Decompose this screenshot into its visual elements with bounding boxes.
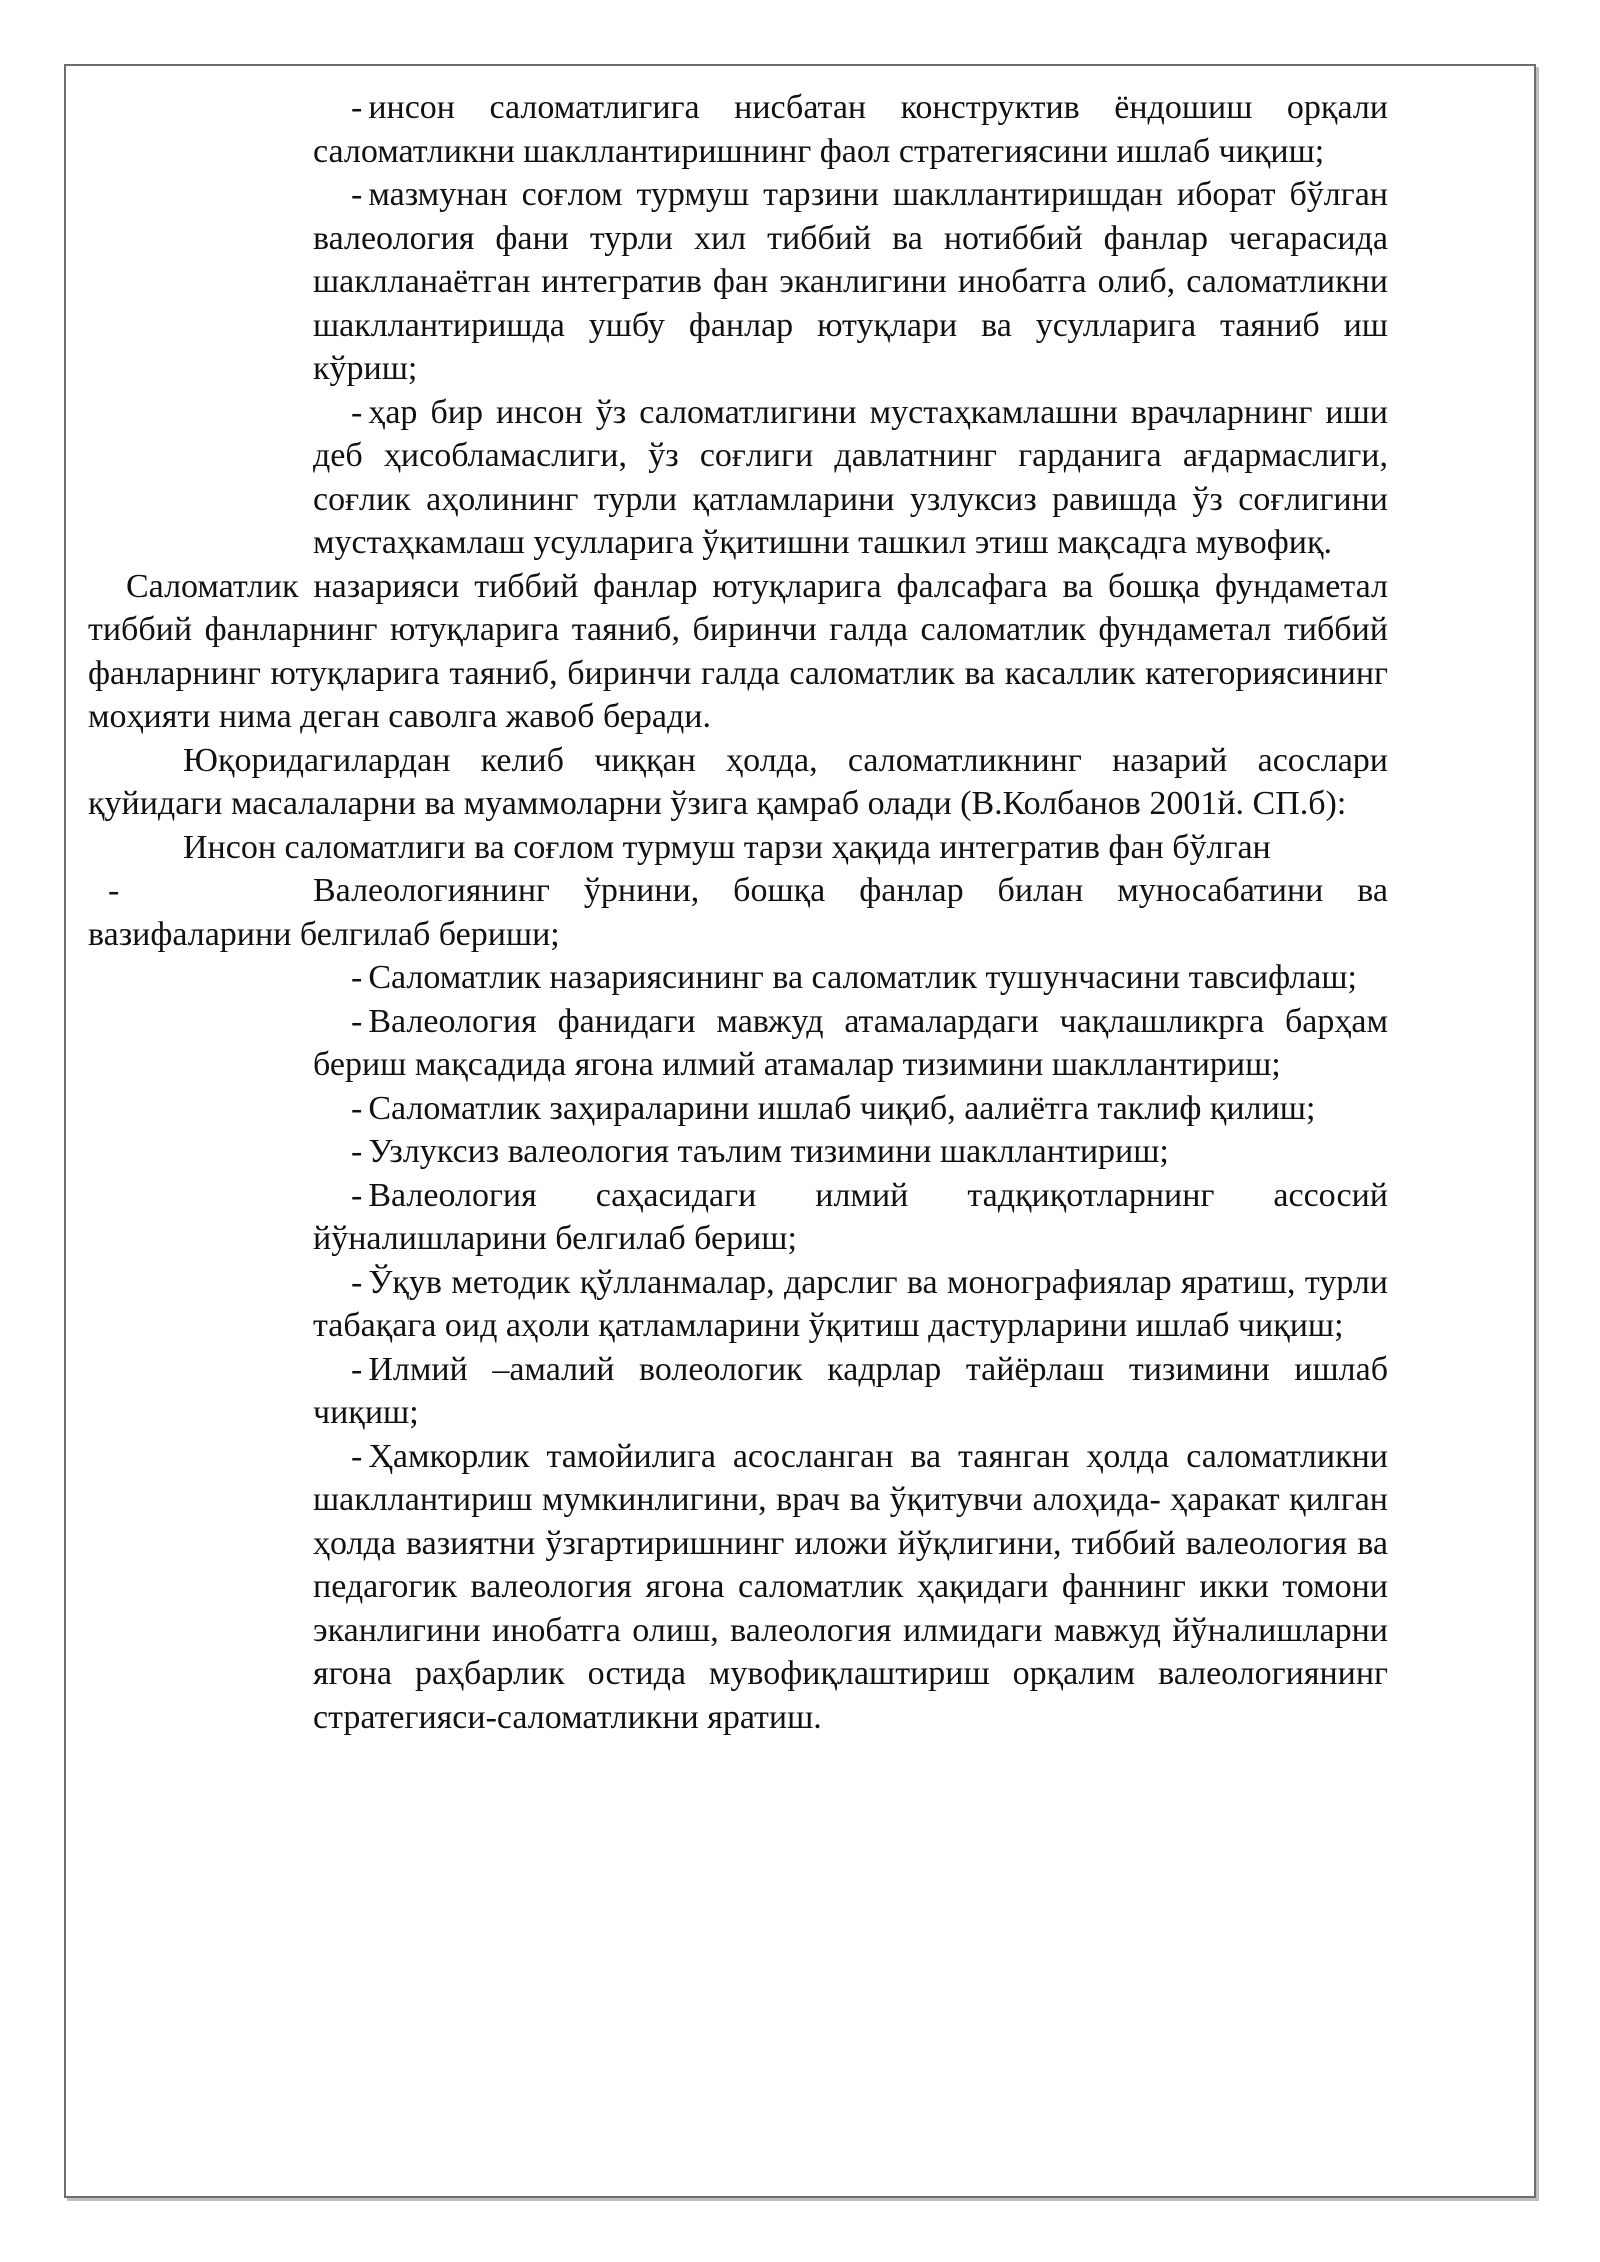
list-item-text: Валеология саҳасидаги илмий тадқиқотларнинг ассосий йўналишларини белгилаб бериш; [313, 1176, 1388, 1257]
list-item [313, 391, 1388, 565]
list-item [313, 1000, 1388, 1087]
list-item [313, 1174, 1388, 1261]
paragraph-dash: - [108, 872, 120, 909]
tasks-list [313, 956, 1388, 1739]
list-dash: - [351, 1437, 363, 1475]
list-dash: - [351, 393, 363, 431]
list-item [313, 1261, 1388, 1348]
list-item [313, 1130, 1388, 1174]
list-item-text: инсон саломатлигига нисбатан конструктив ёндошиш орқали саломатликни шакллантиришнинг фаол стратегиясини ишлаб чиқиш; [313, 89, 1388, 170]
list-item-text: ҳар бир инсон ўз саломатлигини мустаҳкамлашни врачларнинг иши деб ҳисобламаслиги, ўз соғлиги давлатнинг гарданига ағдармаслиги, соғлик аҳолининг турли қатламларини узлуксиз равишда ўз соғлигини мустаҳкамлаш усулларига ўқитишни ташкил этиш мақсадга мувофиқ. [313, 393, 1388, 561]
list-item-text: Ўқув методик қўлланмалар, дарслиг ва монографиялар яратиш, турли табақага оид аҳоли қатламларини ўқитиш дастурларини ишлаб чиқиш; [313, 1263, 1388, 1344]
list-item-text: Саломатлик заҳираларини ишлаб чиқиб, аалиётга таклиф қилиш; [368, 1089, 1316, 1127]
document-body [88, 86, 1388, 1739]
list-item [313, 1087, 1388, 1131]
list-item-text: Узлуксиз валеология таълим тизимини шакллантириш; [368, 1133, 1169, 1170]
list-dash: - [351, 1089, 363, 1127]
list-item [313, 173, 1388, 391]
paragraph-integrative-science: Инсон саломатлиги ва соғлом турмуш тарзи ҳақида интегратив фан бўлган [183, 828, 1271, 866]
list-dash: - [351, 1263, 363, 1301]
list-item [313, 956, 1388, 1000]
list-item [313, 86, 1388, 173]
paragraph-valeology-role [88, 869, 1388, 956]
list-item-text: Валеология фанидаги мавжуд атамалардаги чақлашликрга барҳам бериш мақсадида ягона илмий атамалар тизимини шакллантириш; [313, 1002, 1388, 1083]
intro-list [313, 86, 1388, 565]
list-dash: - [351, 1133, 363, 1170]
list-dash: - [351, 89, 363, 126]
list-item-text: Ҳамкорлик тамойилига асосланган ва таянган ҳолда саломатликни шакллантириш мумкинлигини, врач ва ўқитувчи алоҳида- ҳаракат қилган ҳолда вазиятни ўзгартиришнинг иложи йўқлигини, тиббий валеология ва педагогик валеология ягона саломатлик ҳақидаги фаннинг икки томони эканлигини инобатга олиш, валеология илмидаги мавжуд йўналишларни ягона раҳбарлик остида мувофиқлаштириш орқалим валеологиянинг стратегияси-саломатликни яратиш. [313, 1437, 1388, 1736]
list-item [313, 1348, 1388, 1435]
list-item-text: мазмунан соғлом турмуш тарзини шакллантиришдан иборат бўлган валеология фани турли хил тиббий ва нотиббий фанлар чегарасида шаклланаётган интегратив фан эканлигини инобатга олиб, саломатликни шакллантиришда ушбу фанлар ютуқлари ва усулларига таяниб иш кўриш; [313, 176, 1388, 387]
paragraph-health-theory: Саломатлик назарияси тиббий фанлар ютуқларига фалсафага ва бошқа фундаметал тиббий фанларнинг ютуқларига таяниб, биринчи галда саломатлик фундаметал тиббий фанларнинг ютуқларига таяниб, биринчи галда саломатлик ва касаллик категориясининг моҳияти нима деган саволга жавоб беради. [88, 567, 1388, 735]
list-dash: - [351, 1350, 363, 1388]
list-item-text: Илмий –амалий волеологик кадрлар тайёрлаш тизимини ишлаб чиқиш; [313, 1350, 1388, 1431]
list-item-text: Саломатлик назариясининг ва саломатлик тушунчасини тавсифлаш; [368, 959, 1357, 996]
paragraph-summary: Юқоридагилардан келиб чиққан ҳолда, саломатликнинг назарий асослари қуйидаги масалаларни ва муаммоларни ўзига қамраб олади (В.Колбанов 2001й. СП.б): [88, 741, 1388, 822]
list-item [313, 1435, 1388, 1740]
list-dash: - [351, 959, 363, 996]
list-dash: - [351, 1002, 363, 1040]
paragraph-text: Валеологиянинг ўрнини, бошқа фанлар билан муносабатини ва вазифаларини белгилаб бериши; [88, 872, 1388, 953]
list-dash: - [351, 1176, 363, 1214]
list-dash: - [351, 176, 363, 213]
